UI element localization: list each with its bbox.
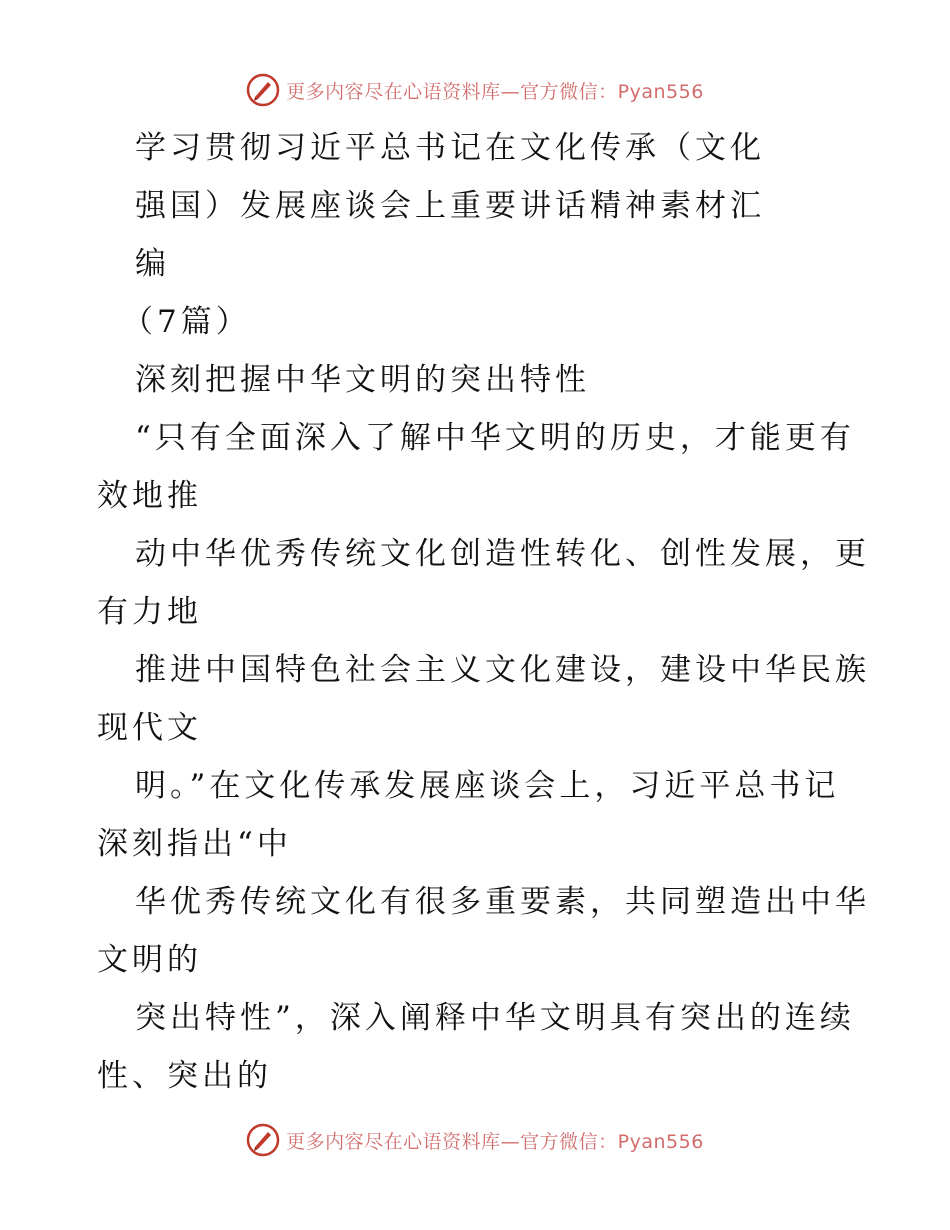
paragraph-line: 突出特性”，深入阐释中华文明具有突出的连续 [135,1000,855,1036]
paragraph-line: 推进中国特色社会主义文化建设，建设中华民族 [135,652,870,688]
header-banner-text: 更多内容尽在心语资料库—官方微信：Pyan556 [286,80,704,103]
paragraph-line: 明。”在文化传承发展座谈会上，习近平总书记 [135,768,840,804]
section-heading: 深刻把握中华文明的突出特性 [135,362,590,398]
quill-logo-icon [246,1123,280,1157]
title-line-1: 学习贯彻习近平总书记在文化传承（文化 [135,130,765,166]
paragraph-line: 深刻指出“中 [97,826,292,862]
paragraph-line: 动中华优秀传统文化创造性转化、创性发展，更 [135,536,870,572]
paragraph-line: 华优秀传统文化有很多重要素，共同塑造出中华 [135,884,870,920]
title-line-2: 强国）发展座谈会上重要讲话精神素材汇 [135,188,765,224]
paragraph-line: 现代文 [97,710,202,746]
subtitle-count: （7篇） [122,304,251,340]
paragraph-line: 有力地 [97,594,202,630]
footer-banner [0,1120,950,1160]
header-banner [0,70,950,110]
paragraph-line: 效地推 [97,478,202,514]
paragraph-line: 性、突出的 [97,1058,272,1094]
footer-banner-text: 更多内容尽在心语资料库—官方微信：Pyan556 [286,1130,704,1153]
title-line-3: 编 [135,246,170,282]
quill-logo-icon [246,73,280,107]
paragraph-line: 文明的 [97,942,202,978]
paragraph-line: “只有全面深入了解中华文明的历史，才能更有 [135,420,855,456]
